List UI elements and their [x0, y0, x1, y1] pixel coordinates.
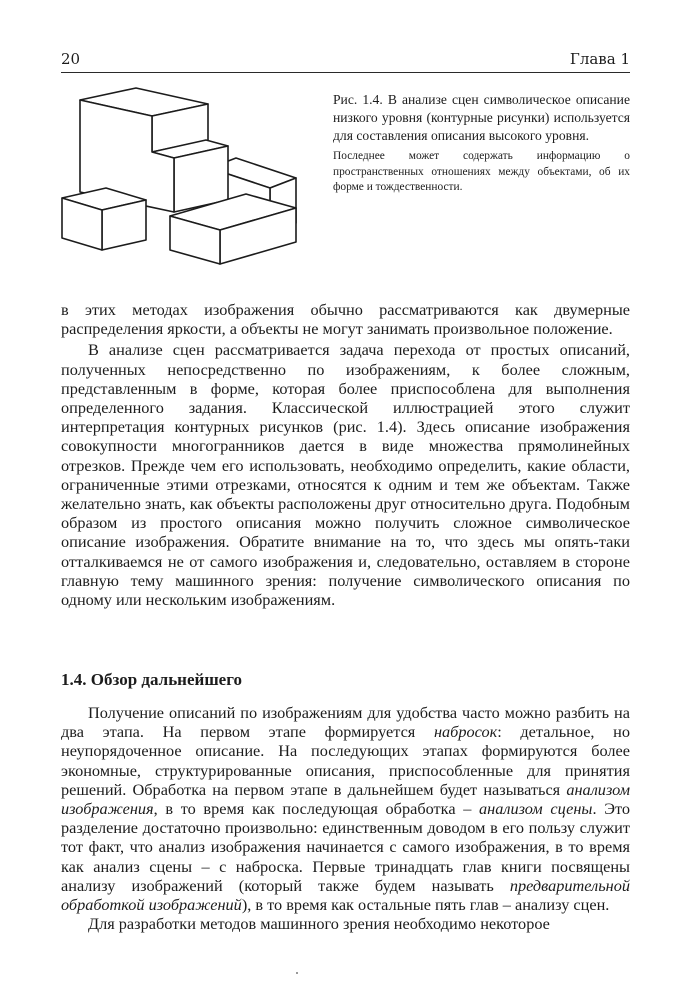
- emphasis-term: набросок: [433, 722, 498, 742]
- print-speck: [296, 972, 298, 974]
- paragraph: В анализе сцен рассматривается задача перехода от простых описаний, полученных непосредственно по изображениям, к более сложным, представленным в форме, которая более приспособлена для выполнения определенного задания. Классической иллюстрацией этого служит интерпретация контурных рисунков (рис. 1.4). Здесь описание изображения совокупности многогранников дается в виде множества прямолинейных отрезков. Прежде чем его использовать, необходимо определить, какие области, ограниченные этими отрезками, относятся к одним и тем же объектам. Также желательно знать, как объекты расположены друг относительно друга. Подобным образом из простого описания можно получить сложное символическое описание изображения. Обратите внимание на то, что здесь мы опять-таки отталкиваемся не от самого изображения и, следовательно, оставляем в стороне главную тему машинного зрения: получение символического описания по одному или нескольким изображениям.: [61, 340, 630, 610]
- header-rule: [61, 72, 630, 73]
- section-heading: 1.4. Обзор дальнейшего: [61, 670, 243, 689]
- chapter-header: Глава 1: [569, 50, 630, 68]
- text-run: Получение описаний по изображениям для удобства часто можно разбить на два этапа. На первом этапе формируется: [61, 703, 630, 742]
- figure-caption: [333, 91, 630, 196]
- text-run: : детальное, но неупорядоченное описание. На последующих этапах формируются более экономные, структурированные описания, приспособленные для принятия решений. Обработка на первом этапе в дальнейшем будет называться: [61, 722, 630, 799]
- text-run: , в то время как последующая обработка –: [153, 799, 480, 819]
- emphasis-term: анализом изображения: [61, 779, 630, 819]
- block-front-left: [62, 188, 146, 250]
- body-text-upper: [61, 300, 630, 609]
- page-number: 20: [61, 50, 81, 68]
- figure-caption-text: Рис. 1.4. В анализе сцен символическое описание низкого уровня (контурные рисунки) используется для составления описания высокого уровня.: [333, 92, 630, 143]
- text-run: ), в то время как остальные пять глав – анализу сцен.: [241, 895, 610, 915]
- body-text-lower: [61, 703, 630, 933]
- figure-polyhedra-line-drawing: [60, 84, 310, 270]
- figure-note: Последнее может содержать информацию о пространственных отношениях между объектами, об их форме и тождественности.: [333, 150, 630, 193]
- emphasis-term: предварительной обработкой изображений: [61, 875, 630, 915]
- paragraph: в этих методах изображения обычно рассматриваются как двумерные распределения яркости, а объекты не могут занимать произвольное положение.: [61, 300, 630, 339]
- emphasis-term: анализом сцены: [479, 799, 593, 819]
- paragraph: Для разработки методов машинного зрения необходимо некоторое: [88, 914, 550, 934]
- paragraph: [61, 703, 630, 914]
- text-run: . Это разделение достаточно произвольно: единственным доводом в его пользу служит тот факт, что анализ изображения начинается с самого изображения, в то время как анализ сцены – с наброска. Первые тринадцать глав книги посвящены анализу изображений (который также будем называть: [61, 799, 630, 895]
